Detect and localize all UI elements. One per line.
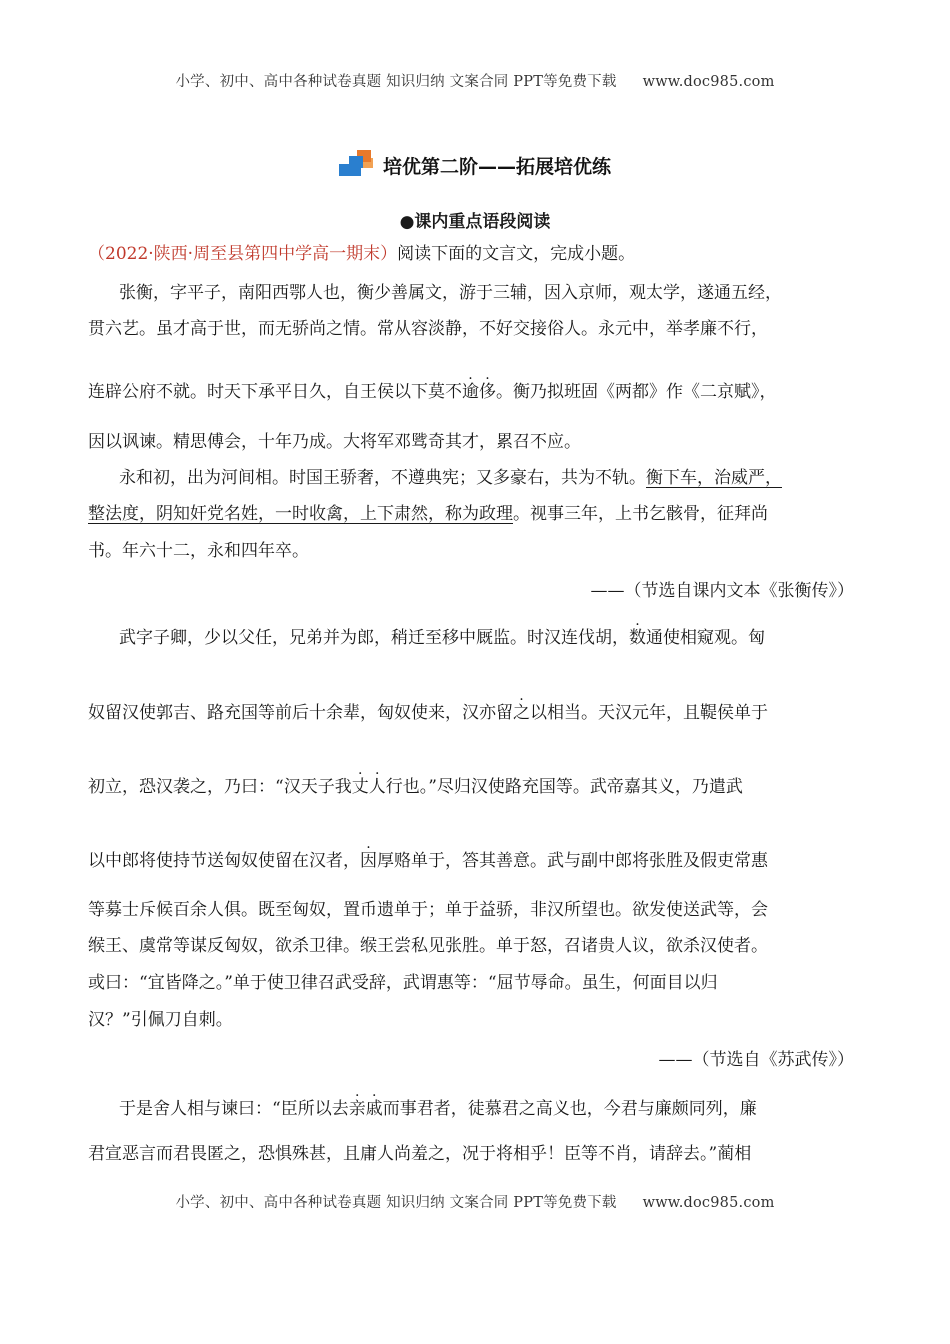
passage3-line1: 于是舍人相与谏曰：“臣所以去亲戚而事君者，徒慕君之高义也，今君与廉颇同列，廉 [119, 1099, 757, 1119]
section-logo-icon [339, 150, 377, 180]
dotted-char: 数 [629, 628, 646, 648]
dotted-char: 侈 [479, 382, 496, 402]
passage3-line2: 君宣恶言而君畏匿之，恐惧殊甚，且庸人尚羞之，况于将相乎！臣等不肖，请辞去。”蔺相 [88, 1144, 752, 1164]
underlined-sentence: 整法度，阴知奸党名姓，一时收禽，上下肃然，称为政理 [88, 504, 513, 524]
dotted-char: 丈 [351, 777, 369, 797]
dotted-char: 因 [360, 851, 377, 871]
passage2-line4: 以中郎将使持节送匈奴使留在汉者，因厚赂单于，答其善意。武与副中郎将张胜及假吏常惠 [88, 851, 768, 871]
passage1-line5: 永和初，出为河间相。时国王骄奢，不遵典宪；又多豪右，共为不轨。衡下车，治威严， [119, 468, 782, 488]
page-footer [0, 1191, 950, 1212]
dotted-char: 亲 [348, 1099, 366, 1119]
header-text: 小学、初中、高中各种试卷真题 知识归纳 文案合同 PPT等免费下载 [175, 74, 617, 90]
passage1-citation: ——（节选自课内文本《张衡传》） [590, 581, 854, 601]
footer-text: 小学、初中、高中各种试卷真题 知识归纳 文案合同 PPT等免费下载 [175, 1195, 617, 1211]
passage1-line1: 张衡，字平子，南阳西鄂人也，衡少善属文，游于三辅，因入京师，观太学，遂通五经， [119, 283, 782, 303]
dotted-char: 逾 [462, 382, 479, 402]
question-intro [88, 242, 635, 266]
header-url[interactable]: www.doc985.com [642, 74, 775, 90]
passage2-line3: 初立，恐汉袭之，乃曰：“汉天子我丈人行也。”尽归汉使路充国等。武帝嘉其义，乃遣武 [88, 777, 743, 797]
passage2-line6: 缑王、虞常等谋反匈奴，欲杀卫律。缑王尝私见张胜。单于怒，召诸贵人议，欲杀汉使者。 [88, 936, 768, 956]
section-title: 培优第二阶——拓展培优练 [382, 155, 611, 178]
passage1-line3: 连辟公府不就。时天下承平日久，自王侯以下莫不逾侈。衡乃拟班固《两都》作《二京赋》， [88, 382, 777, 402]
passage1-line2: 贯六艺。虽才高于世，而无骄尚之情。常从容淡静，不好交接俗人。永元中，举孝廉不行， [88, 319, 768, 339]
subheading: ●课内重点语段阅读 [399, 212, 551, 232]
question-instruction: 阅读下面的文言文，完成小题。 [397, 244, 636, 264]
passage2-line5: 等募士斥候百余人俱。既至匈奴，置币遗单于；单于益骄，非汉所望也。欲发使送武等，会 [88, 900, 768, 920]
dotted-char: 人 [368, 777, 386, 797]
passage2-line7: 或曰：“宜皆降之。”单于使卫律召武受辞，武谓惠等：“屈节辱命。虽生，何面目以归 [88, 973, 718, 993]
section-title-row [0, 150, 950, 180]
passage2-line1: 武字子卿，少以父任，兄弟并为郎，稍迁至移中厩监。时汉连伐胡，数通使相窥观。匈 [119, 628, 765, 648]
page-header [0, 70, 950, 91]
dotted-char: 之 [513, 703, 530, 723]
passage1-line6: 整法度，阴知奸党名姓，一时收禽，上下肃然，称为政理。视事三年，上书乞骸骨，征拜尚 [88, 504, 768, 524]
underlined-sentence: 衡下车，治威严， [646, 468, 782, 488]
passage2-citation: ——（节选自《苏武传》） [658, 1050, 854, 1070]
passage1-line7: 书。年六十二，永和四年卒。 [88, 541, 309, 561]
dotted-char: 戚 [365, 1099, 383, 1119]
footer-url[interactable]: www.doc985.com [642, 1195, 775, 1211]
passage1-line4: 因以讽谏。精思傅会，十年乃成。大将军邓骘奇其才，累召不应。 [88, 432, 581, 452]
passage2-line2: 奴留汉使郭吉、路充国等前后十余辈，匈奴使来，汉亦留之以相当。天汉元年，且鞮侯单于 [88, 703, 768, 723]
passage2-line8: 汉？”引佩刀自刺。 [88, 1010, 233, 1030]
question-source: （2022·陕西·周至县第四中学高一期末） [88, 244, 398, 264]
